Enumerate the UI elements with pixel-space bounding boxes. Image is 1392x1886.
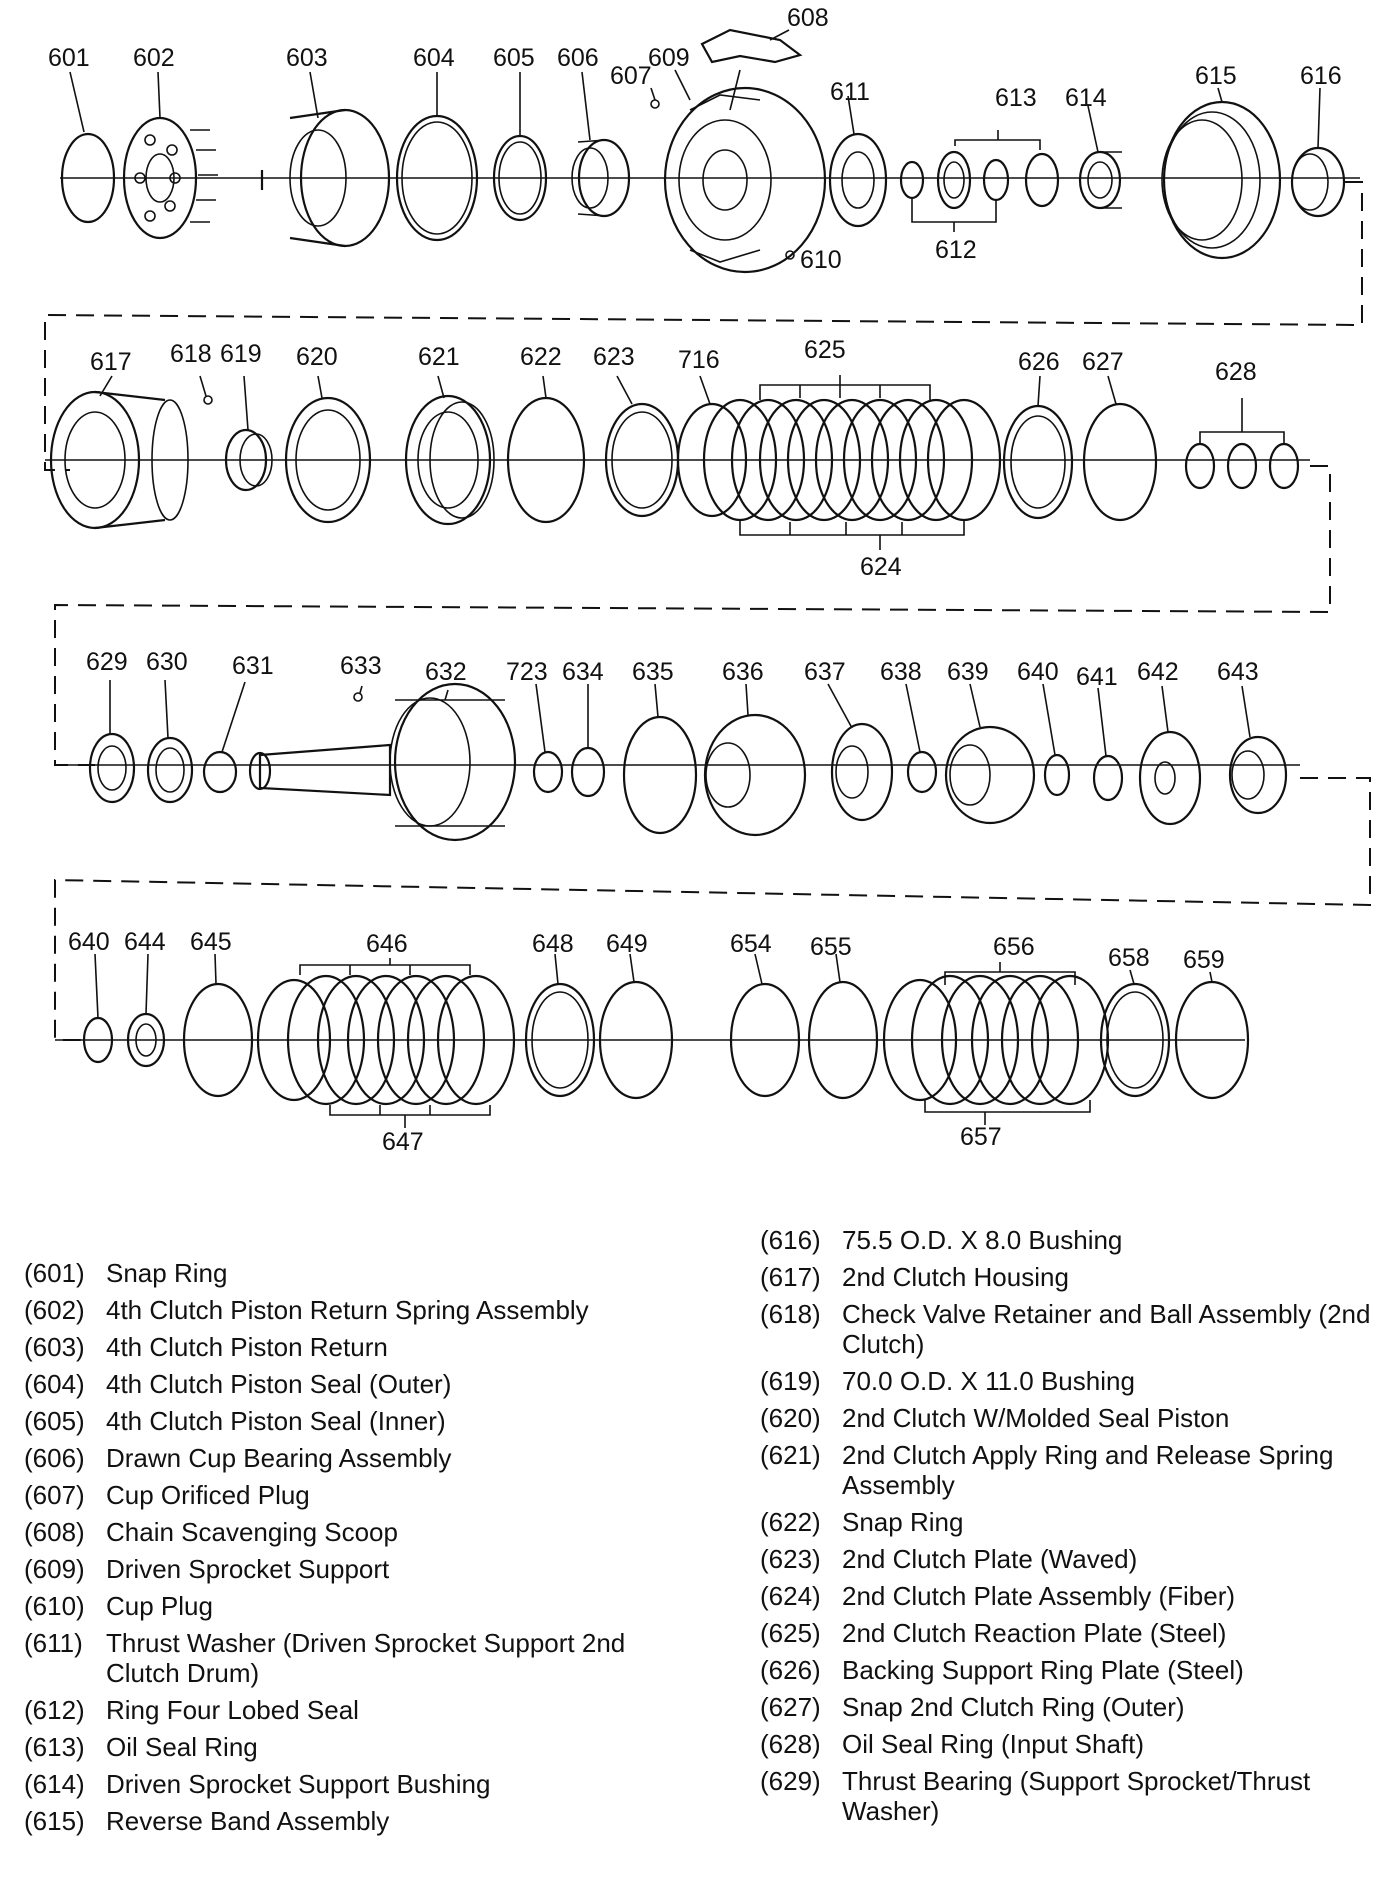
- callout-649: 649: [606, 930, 648, 958]
- part-613-seal-b: [1026, 154, 1058, 206]
- legend-entry: [760, 1403, 1380, 1433]
- legend-number: (612): [24, 1695, 85, 1725]
- part-628-seal-a: [1186, 444, 1214, 488]
- callout-723: 723: [506, 658, 548, 686]
- legend-entry: [24, 1295, 664, 1325]
- legend-number: (613): [24, 1732, 85, 1762]
- callout-623: 623: [593, 343, 635, 371]
- legend-description: 70.0 O.D. X 11.0 Bushing: [842, 1366, 1135, 1396]
- legend-right-column: [760, 1225, 1380, 1833]
- legend-number: (609): [24, 1554, 85, 1584]
- part-618-check-valve: [204, 396, 212, 404]
- legend-description: Snap Ring: [106, 1258, 228, 1288]
- legend-number: (614): [24, 1769, 85, 1799]
- legend-entry: [760, 1766, 1380, 1826]
- callout-617: 617: [90, 348, 132, 376]
- legend-entry: [24, 1554, 664, 1584]
- callout-644: 644: [124, 928, 166, 956]
- callout-641: 641: [1076, 663, 1118, 691]
- callout-634: 634: [562, 658, 604, 686]
- callout-605: 605: [493, 44, 535, 72]
- legend-description: Oil Seal Ring: [106, 1732, 258, 1762]
- part-612-seal-b: [984, 160, 1008, 200]
- row-4: [55, 954, 1248, 1128]
- legend-entry: [760, 1507, 1380, 1537]
- legend-number: (601): [24, 1258, 85, 1288]
- legend-description: 2nd Clutch Plate (Waved): [842, 1544, 1138, 1574]
- part-609-sprocket-support: [665, 88, 825, 272]
- callout-645: 645: [190, 928, 232, 956]
- callout-643: 643: [1217, 658, 1259, 686]
- callout-603: 603: [286, 44, 328, 72]
- callout-611: 611: [830, 78, 870, 106]
- part-631: [204, 752, 236, 792]
- part-611-thrust-washer: [830, 134, 886, 226]
- callout-622: 622: [520, 343, 562, 371]
- part-615-reverse-band: [1162, 102, 1280, 258]
- part-633: [354, 693, 362, 701]
- callout-655: 655: [810, 933, 852, 961]
- part-642: [1140, 732, 1200, 824]
- callout-640: 640: [1017, 658, 1059, 686]
- callout-614: 614: [1065, 84, 1107, 112]
- legend-number: (620): [760, 1403, 821, 1433]
- legend-number: (628): [760, 1729, 821, 1759]
- part-635: [624, 717, 696, 833]
- callout-609: 609: [648, 44, 690, 72]
- part-636: [705, 715, 805, 835]
- legend-number: (610): [24, 1591, 85, 1621]
- callout-659: 659: [1183, 946, 1225, 974]
- legend-number: (629): [760, 1766, 821, 1796]
- part-643: [1230, 737, 1286, 813]
- legend-entry: [24, 1732, 664, 1762]
- part-634: [572, 748, 604, 796]
- part-629-thrust-bearing: [90, 734, 134, 802]
- legend-description: 4th Clutch Piston Return: [106, 1332, 388, 1362]
- legend-description: 4th Clutch Piston Seal (Inner): [106, 1406, 446, 1436]
- callout-627: 627: [1082, 348, 1124, 376]
- part-638: [908, 752, 936, 792]
- callout-610: 610: [800, 246, 842, 274]
- legend-number: (619): [760, 1366, 821, 1396]
- legend-description: 4th Clutch Piston Seal (Outer): [106, 1369, 452, 1399]
- part-626-backing-plate: [1004, 406, 1072, 518]
- callout-658: 658: [1108, 944, 1150, 972]
- part-613-seal-a: [938, 152, 970, 208]
- legend-entry: [24, 1369, 664, 1399]
- callout-608: 608: [787, 4, 829, 32]
- legend-number: (627): [760, 1692, 821, 1722]
- legend-description: Drawn Cup Bearing Assembly: [106, 1443, 452, 1473]
- callout-639: 639: [947, 658, 989, 686]
- legend-entry: [760, 1544, 1380, 1574]
- legend-description: Driven Sprocket Support: [106, 1554, 390, 1584]
- legend-entry: [24, 1591, 664, 1621]
- callout-602: 602: [133, 44, 175, 72]
- legend-number: (617): [760, 1262, 821, 1292]
- part-637: [832, 724, 892, 820]
- part-723: [534, 752, 562, 792]
- legend-entry: [760, 1692, 1380, 1722]
- row-1: [45, 30, 1362, 470]
- legend-number: (622): [760, 1507, 821, 1537]
- callout-642: 642: [1137, 658, 1179, 686]
- legend-entry: [760, 1581, 1380, 1611]
- legend-number: (615): [24, 1806, 85, 1836]
- callout-657: 657: [960, 1123, 1002, 1151]
- part-607-plug: [651, 100, 659, 108]
- callout-620: 620: [296, 343, 338, 371]
- legend-description: 2nd Clutch Housing: [842, 1262, 1069, 1292]
- callout-625: 625: [804, 336, 846, 364]
- part-608-scoop: [702, 30, 800, 62]
- legend-description: Cup Plug: [106, 1591, 213, 1621]
- legend-entry: [760, 1618, 1380, 1648]
- callout-604: 604: [413, 44, 455, 72]
- legend-description: 2nd Clutch W/Molded Seal Piston: [842, 1403, 1230, 1433]
- row-3: [55, 680, 1370, 1040]
- legend-number: (618): [760, 1299, 821, 1329]
- legend-entry: [760, 1225, 1380, 1255]
- callout-618: 618: [170, 340, 212, 368]
- callout-716: 716: [678, 346, 720, 374]
- legend-description: Ring Four Lobed Seal: [106, 1695, 359, 1725]
- legend-number: (625): [760, 1618, 821, 1648]
- legend-entry: [760, 1366, 1380, 1396]
- legend-number: (605): [24, 1406, 85, 1436]
- callout-631: 631: [232, 652, 274, 680]
- legend-entry: [24, 1695, 664, 1725]
- part-612-seal: [901, 162, 923, 198]
- callout-616: 616: [1300, 62, 1342, 90]
- legend-number: (616): [760, 1225, 821, 1255]
- legend-entry: [24, 1806, 664, 1836]
- legend-entry: [24, 1332, 664, 1362]
- callout-630: 630: [146, 648, 188, 676]
- legend-description: Cup Orificed Plug: [106, 1480, 310, 1510]
- legend-entry: [24, 1480, 664, 1510]
- legend-number: (602): [24, 1295, 85, 1325]
- legend-description: Thrust Bearing (Support Sprocket/Thrust Washer): [842, 1766, 1311, 1826]
- legend-entry: [24, 1406, 664, 1436]
- legend-entry: [24, 1769, 664, 1799]
- legend-description: Snap 2nd Clutch Ring (Outer): [842, 1692, 1185, 1722]
- callout-626: 626: [1018, 348, 1060, 376]
- legend-description: 75.5 O.D. X 8.0 Bushing: [842, 1225, 1123, 1255]
- legend-left-column: [24, 1258, 664, 1843]
- legend-number: (624): [760, 1581, 821, 1611]
- part-628-seal-c: [1270, 444, 1298, 488]
- part-640: [1045, 755, 1069, 795]
- part-628-seal-b: [1228, 444, 1256, 488]
- callout-635: 635: [632, 658, 674, 686]
- legend-description: 2nd Clutch Plate Assembly (Fiber): [842, 1581, 1236, 1611]
- callout-654: 654: [730, 930, 772, 958]
- legend-number: (608): [24, 1517, 85, 1547]
- callout-646: 646: [366, 930, 408, 958]
- legend-entry: [24, 1258, 664, 1288]
- legend-entry: [760, 1655, 1380, 1685]
- legend-description: Check Valve Retainer and Ball Assembly (2nd Clutch): [842, 1299, 1371, 1359]
- callout-636: 636: [722, 658, 764, 686]
- part-614-bushing: [1080, 152, 1122, 208]
- callout-621: 621: [418, 343, 460, 371]
- callout-628: 628: [1215, 358, 1257, 386]
- legend-number: (607): [24, 1480, 85, 1510]
- callout-629: 629: [86, 648, 128, 676]
- legend-entry: [24, 1628, 664, 1688]
- callout-656: 656: [993, 933, 1035, 961]
- callout-613: 613: [995, 84, 1037, 112]
- callout-640: 640: [68, 928, 110, 956]
- legend-description: Backing Support Ring Plate (Steel): [842, 1655, 1244, 1685]
- callout-601: 601: [48, 44, 90, 72]
- legend-description: 2nd Clutch Reaction Plate (Steel): [842, 1618, 1227, 1648]
- legend-description: Snap Ring: [842, 1507, 964, 1537]
- legend-entry: [760, 1729, 1380, 1759]
- callout-648: 648: [532, 930, 574, 958]
- legend-number: (604): [24, 1369, 85, 1399]
- legend-number: (623): [760, 1544, 821, 1574]
- legend-entry: [760, 1440, 1380, 1500]
- legend-entry: [24, 1443, 664, 1473]
- callout-615: 615: [1195, 62, 1237, 90]
- legend-description: 2nd Clutch Apply Ring and Release Spring Assembly: [842, 1440, 1334, 1500]
- callout-619: 619: [220, 340, 262, 368]
- callout-637: 637: [804, 658, 846, 686]
- callout-606: 606: [557, 44, 599, 72]
- callout-632: 632: [425, 658, 467, 686]
- callout-612: 612: [935, 236, 977, 264]
- part-641: [1094, 756, 1122, 800]
- legend-number: (603): [24, 1332, 85, 1362]
- legend-description: Reverse Band Assembly: [106, 1806, 390, 1836]
- legend-entry: [24, 1517, 664, 1547]
- legend-description: Driven Sprocket Support Bushing: [106, 1769, 491, 1799]
- legend-number: (606): [24, 1443, 85, 1473]
- legend-number: (611): [24, 1628, 83, 1658]
- legend-number: (621): [760, 1440, 821, 1470]
- legend-description: 4th Clutch Piston Return Spring Assembly: [106, 1295, 589, 1325]
- part-632-input-shaft: [250, 684, 515, 840]
- legend-number: (626): [760, 1655, 821, 1685]
- part-627-snap-ring: [1084, 404, 1156, 520]
- callout-607: 607: [610, 62, 652, 90]
- legend-description: Thrust Washer (Driven Sprocket Support 2nd Clutch Drum): [106, 1628, 626, 1688]
- legend-description: Chain Scavenging Scoop: [106, 1517, 398, 1547]
- legend-entry: [760, 1262, 1380, 1292]
- callout-638: 638: [880, 658, 922, 686]
- callout-624: 624: [860, 553, 902, 581]
- callout-labels: [48, 4, 1342, 1156]
- callout-647: 647: [382, 1128, 424, 1156]
- legend-entry: [760, 1299, 1380, 1359]
- legend-description: Oil Seal Ring (Input Shaft): [842, 1729, 1145, 1759]
- callout-633: 633: [340, 652, 382, 680]
